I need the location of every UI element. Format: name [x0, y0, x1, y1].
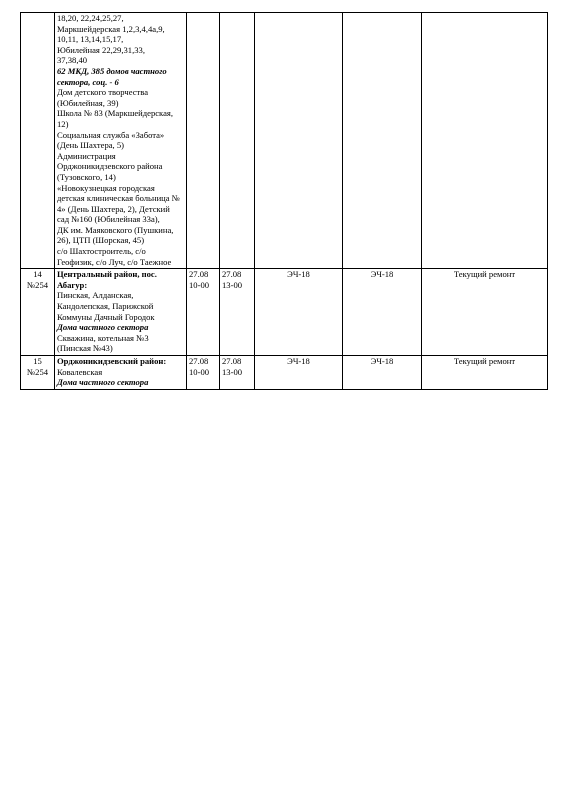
address-line: Дома частного сектора [57, 322, 149, 333]
address-line: Пинская, Алданская, Кандолепская, Парижской Коммуны Дачный Городок [57, 290, 155, 322]
work-type-cell [422, 269, 548, 356]
start-time: 10-00 [189, 366, 210, 377]
start-datetime-cell [187, 356, 220, 390]
row-number: 15 [33, 356, 42, 366]
row-number: 14 [33, 269, 42, 280]
address-line: Социальная служба «Забота» (День Шахтера, 5) [57, 129, 165, 151]
feeder-cell [343, 269, 422, 356]
address-line: 18,20, 22,24,25,27, [57, 13, 124, 23]
address-line: ДК им. Маяковского (Пушкина, 26), ЦТП (Шорская, 45) [57, 224, 174, 246]
address-cell [55, 13, 187, 269]
substation: ЭЧ-18 [287, 356, 310, 366]
row-number-cell [21, 269, 55, 356]
order-number: №254 [26, 279, 49, 290]
outage-schedule-table [20, 12, 548, 390]
substation-cell [255, 269, 343, 356]
row-number-cell [21, 356, 55, 390]
address-line: Дома частного сектора [57, 377, 149, 388]
address-line: Орджоникидзевский район: [57, 356, 167, 366]
address-line: Школа № 83 (Маркшейдерская, 12) [57, 108, 174, 129]
end-datetime-cell [220, 356, 255, 390]
substation-cell [255, 356, 343, 390]
start-datetime-cell [187, 13, 220, 269]
address-line: Центральный район, пос. Абагур: [57, 269, 157, 290]
start-date: 27.08 [189, 356, 209, 366]
start-datetime-cell [187, 269, 220, 356]
address-line: Ковалевская [57, 366, 103, 377]
substation: ЭЧ-18 [287, 269, 310, 280]
address-line: Скважина, котельная №3 (Пинская №43) [57, 332, 149, 354]
start-date: 27.08 [189, 269, 209, 280]
end-datetime-cell [220, 13, 255, 269]
address-cell [55, 269, 187, 356]
address-line: Маркшейдерская 1,2,3,4,4а,9, [57, 23, 165, 34]
work-type: Текущий ремонт [453, 269, 516, 280]
end-date: 27.08 [222, 356, 242, 366]
end-time: 13-00 [222, 279, 243, 290]
work-type-cell [422, 356, 548, 390]
order-number: №254 [26, 366, 49, 377]
address-line: «Новокузнецкая городская детская клиническая больница № 4» (День Шахтера, 2), Детский сад №160 (Юбилейная 33а), [57, 182, 180, 225]
work-type: Текущий ремонт [453, 356, 516, 366]
address-line: Дом детского творчества (Юбилейная, 39) [57, 87, 149, 108]
feeder-cell [343, 356, 422, 390]
feeder-cell [343, 13, 422, 269]
address-line: 37,38,40 [57, 55, 88, 66]
table-row [21, 13, 548, 269]
table-row [21, 269, 548, 356]
end-datetime-cell [220, 269, 255, 356]
work-type-cell [422, 13, 548, 269]
table-row [21, 356, 548, 390]
address-line: с/о Шахтостроитель, с/о Геофизик, с/о Луч, с/о Таежное [57, 246, 172, 267]
row-number-cell [21, 13, 55, 269]
address-line: Юбилейная 22,29,31,33, [57, 44, 145, 55]
address-line: Администрация Орджоникидзевского района (Тузовского, 14) [57, 150, 163, 182]
feeder: ЭЧ-18 [370, 269, 394, 280]
start-time: 10-00 [189, 279, 210, 290]
address-cell [55, 356, 187, 390]
feeder: ЭЧ-18 [370, 356, 394, 366]
end-date: 27.08 [222, 269, 242, 280]
address-line: 62 МКД, 385 домов частного сектора, соц. - 6 [57, 65, 167, 87]
end-time: 13-00 [222, 366, 243, 377]
address-line: 10,11, 13,14,15,17, [57, 34, 124, 45]
substation-cell [255, 13, 343, 269]
